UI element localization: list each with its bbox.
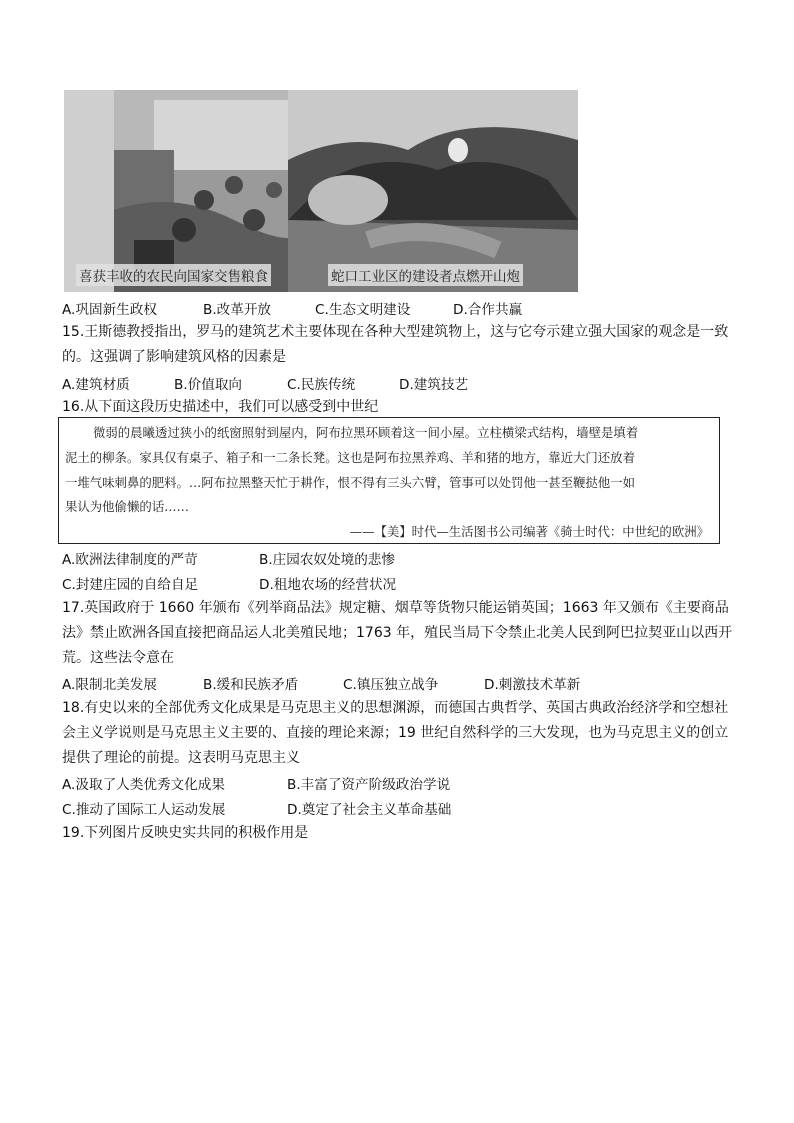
q15-option-d[interactable]: D.建筑技艺 bbox=[399, 377, 469, 393]
photo-caption-left: 喜获丰收的农民向国家交售粮食 bbox=[76, 264, 271, 286]
q16-quote-source: ——【美】时代—生活图书公司编著《骑士时代：中世纪的欧洲》 bbox=[349, 524, 709, 539]
q16-quote-line-2: 泥土的柳条。家具仅有桌子、箱子和一二条长凳。这也是阿布拉黑养鸡、羊和猪的地方，靠近大门还放着 bbox=[65, 450, 635, 465]
q16-option-c[interactable]: C.封建庄园的自给自足 bbox=[62, 577, 199, 593]
q14-option-d[interactable]: D.合作共赢 bbox=[453, 302, 523, 318]
q15-stem-line-2: 的。这强调了影响建筑风格的因素是 bbox=[62, 349, 286, 365]
q16-quote-line-4: 果认为他偷懒的话…… bbox=[65, 499, 189, 514]
q14-option-c[interactable]: C.生态文明建设 bbox=[315, 302, 411, 318]
q18-option-c[interactable]: C.推动了国际工人运动发展 bbox=[62, 802, 226, 818]
q15-option-a[interactable]: A.建筑材质 bbox=[62, 377, 130, 393]
q17-option-b[interactable]: B.缓和民族矛盾 bbox=[203, 677, 299, 693]
q18-option-a[interactable]: A.汲取了人类优秀文化成果 bbox=[62, 777, 225, 793]
q18-option-b[interactable]: B.丰富了资产阶级政治学说 bbox=[287, 777, 451, 793]
q16-quote-line-3: 一堆气味刺鼻的肥料。…阿布拉黑整天忙于耕作，恨不得有三头六臂，管事可以处罚他一甚至鞭挞他一如 bbox=[65, 475, 635, 490]
q17-stem-line-1: 17.英国政府于 1660 年颁布《列举商品法》规定糖、烟草等货物只能运销英国；1663 年又颁布《主要商品 bbox=[62, 600, 729, 616]
photo-caption-right: 蛇口工业区的建设者点燃开山炮 bbox=[328, 264, 523, 286]
q18-stem-line-1: 18.有史以来的全部优秀文化成果是马克思主义的思想渊源，而德国古典哲学、英国古典政治经济学和空想社 bbox=[62, 700, 729, 716]
q16-stem: 16.从下面这段历史描述中，我们可以感受到中世纪 bbox=[62, 399, 379, 415]
q16-quote-line-1: 微弱的晨曦透过狭小的纸窗照射到屋内，阿布拉黑环顾着这一间小屋。立柱横梁式结构，墙壁是填着 bbox=[93, 425, 639, 440]
q15-stem-line-1: 15.王斯德教授指出，罗马的建筑艺术主要体现在各种大型建筑物上，这与它夸示建立强大国家的观念是一致 bbox=[62, 324, 729, 340]
q14-option-a[interactable]: A.巩固新生政权 bbox=[62, 302, 157, 318]
photo-farmers-grain bbox=[114, 90, 304, 292]
q15-option-c[interactable]: C.民族传统 bbox=[287, 377, 356, 393]
q14-option-b[interactable]: B.改革开放 bbox=[203, 302, 272, 318]
photo-strip bbox=[64, 90, 578, 292]
photo-shekou-blasting bbox=[288, 90, 578, 292]
q16-quote-box bbox=[58, 417, 720, 544]
q17-stem-line-2: 法》禁止欧洲各国直接把商品运人北美殖民地；1763 年，殖民当局下令禁止北美人民到阿巴拉契亚山以西开 bbox=[62, 625, 733, 641]
q18-option-d[interactable]: D.奠定了社会主义革命基础 bbox=[287, 802, 452, 818]
q17-option-d[interactable]: D.刺激技术革新 bbox=[484, 677, 581, 693]
q16-option-b[interactable]: B.庄园农奴处境的悲惨 bbox=[259, 552, 395, 568]
q15-option-b[interactable]: B.价值取向 bbox=[174, 377, 243, 393]
q18-stem-line-2: 会主义学说则是马克思主义主要的、直接的理论来源；19 世纪自然科学的三大发现，也为马克思主义的创立 bbox=[62, 725, 729, 741]
q17-option-a[interactable]: A.限制北美发展 bbox=[62, 677, 157, 693]
q17-option-c[interactable]: C.镇压独立战争 bbox=[343, 677, 439, 693]
q18-stem-line-3: 提供了理论的前提。这表明马克思主义 bbox=[62, 750, 300, 766]
q17-stem-line-3: 荒。这些法令意在 bbox=[62, 650, 174, 666]
q19-stem: 19.下列图片反映史实共同的积极作用是 bbox=[62, 825, 309, 841]
q16-option-d[interactable]: D.租地农场的经营状况 bbox=[259, 577, 397, 593]
q16-option-a[interactable]: A.欧洲法律制度的严苛 bbox=[62, 552, 198, 568]
